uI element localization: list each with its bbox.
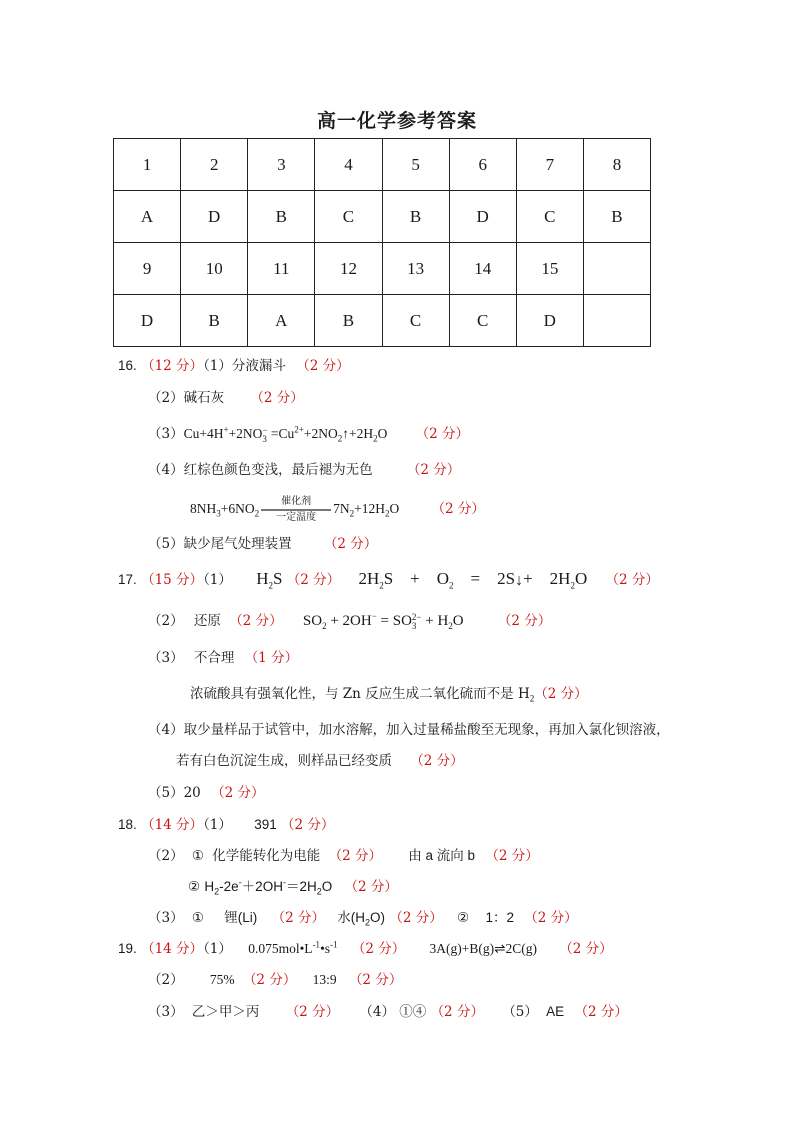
q17-p2-label: （2）: [148, 613, 184, 629]
eq-sub: 2: [365, 917, 371, 928]
q17-part2: [148, 611, 551, 631]
q16-p4-equation: [190, 496, 400, 523]
q18-p2-answer-a: 化学能转化为电能: [212, 848, 321, 864]
table-row: [114, 191, 651, 243]
eq-sup: 2−: [411, 611, 422, 622]
q19-p2-answer-a: 75%: [209, 972, 235, 987]
eq-text: O: [389, 501, 400, 517]
q17-part4-line1: [148, 720, 670, 740]
q17-p4-answer-line2: 若有白色沉淀生成，则样品已经变质: [176, 753, 392, 769]
table-cell: 2: [181, 139, 248, 191]
table-cell: D: [449, 191, 516, 243]
q18-p3-a-score: （2 分）: [271, 910, 325, 926]
q19-p2-label: （2）: [148, 972, 184, 988]
q18-p2-circle1: ①: [191, 848, 204, 864]
q17-p1-equation: [358, 569, 588, 591]
eq-sup: −: [262, 424, 268, 435]
q17-p4-score: （2 分）: [410, 753, 464, 769]
q18-part2: [148, 846, 539, 866]
eq-sub: 2: [373, 433, 378, 444]
eq-text: +12H: [354, 501, 385, 517]
q19-p5-answer: AE: [546, 1004, 565, 1019]
eq-sup: −: [371, 611, 377, 621]
q16-p1-answer: （1）分液漏斗: [203, 358, 286, 374]
q18-p1-score: （2 分）: [281, 817, 335, 833]
table-cell: 15: [516, 243, 583, 295]
eq-text: 水(H: [337, 910, 366, 925]
table-cell: 13: [382, 243, 449, 295]
q18-p2-circle2: ②: [188, 879, 201, 895]
q19-p1-label: （1）: [203, 941, 232, 957]
q17-part5: [148, 783, 264, 803]
eq-text: +2NO: [303, 426, 338, 441]
q16-p4-score: （2 分）: [406, 462, 461, 478]
eq-sub: 2: [214, 886, 220, 897]
q17-part1: [118, 569, 659, 590]
table-cell: D: [516, 295, 583, 347]
q17-p4-answer-line1: （4）取少量样品于试管中，加水溶解，加入过量稀盐酸至无现象，再加入氯化钡溶液，: [148, 722, 670, 738]
q18-p3-answer-b: [337, 910, 386, 928]
q17-score: （15 分）: [141, 572, 204, 588]
answer-table-body: [114, 139, 651, 347]
q16-p5-score: （2 分）: [323, 536, 378, 552]
q18-number: 18.: [118, 817, 137, 832]
q17-p3-reason-score: （2 分）: [534, 686, 588, 702]
q19-part2: [148, 970, 402, 990]
q19-p4-answer: ①④: [399, 1004, 427, 1020]
eq-text: ＋2OH: [241, 879, 283, 894]
table-cell: B: [583, 191, 650, 243]
table-cell: 3: [248, 139, 315, 191]
eq-text: 7N: [333, 501, 350, 517]
q18-part2-equation: [188, 877, 398, 897]
q18-p1-answer: 391: [254, 817, 277, 832]
q16-score: （12 分）: [141, 358, 204, 374]
eq-text: ↑+2H: [342, 426, 374, 441]
q16-part3: [148, 424, 469, 444]
q18-part1: [118, 815, 334, 835]
q18-p3-circle1: ①: [191, 910, 204, 926]
q16-part5: [148, 534, 377, 554]
q19-p2-b-score: （2 分）: [348, 972, 403, 988]
q16-p2-answer: （2）碱石灰: [148, 390, 225, 406]
eq-text: O: [377, 426, 388, 441]
q19-p2-a-score: （2 分）: [242, 972, 297, 988]
q16-p3-score: （2 分）: [415, 426, 470, 442]
eq-text: = 2S: [453, 569, 516, 588]
q19-number: 19.: [118, 941, 137, 956]
q16-number: 16.: [118, 358, 137, 373]
q18-p3-b-score: （2 分）: [389, 910, 443, 926]
table-cell: 1: [114, 139, 181, 191]
eq-text: H: [204, 879, 215, 894]
table-cell: B: [181, 295, 248, 347]
eq-sub: 2: [316, 886, 322, 897]
eq-sup: 2+: [294, 424, 304, 435]
q18-p1-label: （1）: [203, 817, 232, 833]
q16-p1-score: （2 分）: [296, 358, 350, 374]
table-cell: 9: [114, 243, 181, 295]
eq-sup: +: [223, 424, 229, 435]
q17-p1-answer: [256, 569, 283, 591]
q16-part4: [148, 460, 460, 480]
q17-number: 17.: [118, 572, 137, 587]
q18-p2-eq-score: （2 分）: [344, 879, 398, 895]
q16-p3-label: （3）: [148, 426, 184, 442]
table-cell: C: [449, 295, 516, 347]
eq-sub: 2: [570, 580, 575, 591]
q17-p1-eq-score: （2 分）: [605, 572, 659, 588]
condition-top: 催化剂: [281, 496, 312, 507]
q16-p3-equation: [183, 424, 388, 444]
eq-text: = SO: [376, 613, 412, 629]
table-cell: C: [516, 191, 583, 243]
eq-sub: 2: [349, 508, 355, 519]
table-cell: [583, 295, 650, 347]
eq-sub: 3: [216, 508, 221, 519]
table-cell: C: [382, 295, 449, 347]
q18-p3-answer-c: 1：2: [485, 910, 514, 925]
table-cell: A: [114, 191, 181, 243]
eq-text: + H: [421, 613, 449, 629]
eq-text: 8NH: [190, 501, 217, 517]
q18-p2-a-score: （2 分）: [328, 848, 382, 864]
q17-p2-eq-score: （2 分）: [497, 613, 552, 629]
q19-p4-label: （4）: [359, 1004, 395, 1020]
q18-p3-answer-a: 锂(Li): [224, 910, 258, 925]
q19-part3-5: [148, 1002, 628, 1022]
table-cell: 10: [181, 243, 248, 295]
q19-p5-score: （2 分）: [574, 1004, 628, 1020]
q17-part4-line2: [176, 751, 464, 771]
table-cell: B: [248, 191, 315, 243]
eq-text: + 2H: [523, 569, 571, 588]
table-cell: 5: [382, 139, 449, 191]
eq-text: ＝2H: [285, 879, 317, 894]
table-cell: C: [315, 191, 382, 243]
q17-p2-score: （2 分）: [229, 613, 283, 629]
eq-sub: 2: [322, 621, 327, 631]
page-title: 高一化学参考答案: [316, 110, 477, 132]
q18-p2-b-score: （2 分）: [485, 848, 539, 864]
eq-sub: 2: [337, 433, 343, 444]
q16-part4-equation: [190, 496, 485, 524]
q18-p3-label: （3）: [148, 910, 184, 926]
eq-text: 2H: [358, 569, 380, 588]
q18-p2-equation: [204, 877, 333, 897]
q19-p2-answer-b: 13:9: [312, 972, 337, 987]
q17-part3: [148, 648, 298, 668]
table-cell: B: [382, 191, 449, 243]
precipitate-arrow: ↓: [515, 572, 524, 589]
q17-p1-label: （1）: [203, 572, 232, 588]
eq-text: SO: [302, 613, 323, 629]
q18-p3-c-score: （2 分）: [524, 910, 578, 926]
condition-bottom: 一定温度: [276, 512, 317, 523]
q17-p3-label: （3）: [148, 650, 184, 666]
q18-score: （14 分）: [141, 817, 204, 833]
q16-part1: [118, 356, 350, 376]
q19-p1-answer-b: 3A(g)+B(g)⇌2C(g): [429, 941, 537, 956]
q18-p3-circle2: ②: [457, 910, 470, 926]
q17-p3-reason: [190, 686, 534, 702]
q19-p1-b-score: （2 分）: [559, 941, 613, 957]
eq-text: H: [256, 569, 269, 588]
eq-sup: -: [238, 877, 242, 888]
q17-p2-answer: 还原: [193, 613, 221, 629]
q17-p2-equation: [303, 613, 464, 629]
eq-text: O: [452, 613, 464, 629]
q17-p1-score: （2 分）: [286, 572, 341, 588]
q18-part3: [148, 908, 578, 928]
q19-p3-label: （3）: [148, 1004, 184, 1020]
eq-text: •s: [320, 941, 331, 956]
q19-part1: [118, 939, 613, 959]
q17-p5-score: （2 分）: [211, 785, 265, 801]
table-row: [114, 295, 651, 347]
q16-p4-eq-score: （2 分）: [431, 501, 485, 518]
reason-text: 浓硫酸具有强氧化性，与 Zn 反应生成二氧化硫而不是 H: [190, 686, 530, 702]
table-cell: 14: [449, 243, 516, 295]
q19-p3-answer: 乙＞甲＞丙: [191, 1004, 260, 1020]
q16-p2-score: （2 分）: [250, 390, 304, 406]
eq-text: O: [574, 569, 588, 588]
q18-p2-label: （2）: [148, 848, 184, 864]
table-cell: [583, 243, 650, 295]
q18-p2-answer-b: 由 a 流向 b: [408, 848, 476, 863]
table-cell: 12: [315, 243, 382, 295]
table-cell: D: [181, 191, 248, 243]
table-row: [114, 243, 651, 295]
eq-text: Cu+4H: [183, 426, 224, 441]
eq-text: 0.075mol•L: [248, 941, 313, 956]
q17-p3-score: （1 分）: [244, 650, 299, 666]
eq-text: + 2OH: [326, 613, 372, 629]
eq-text: S: [272, 569, 283, 588]
table-cell: 6: [449, 139, 516, 191]
eq-text: =Cu: [267, 426, 295, 441]
q19-p4-score: （2 分）: [430, 1004, 484, 1020]
reaction-condition: [261, 496, 331, 524]
eq-sub: 2: [385, 508, 390, 519]
eq-sub: 2: [448, 621, 453, 631]
eq-sub: 2: [379, 580, 384, 591]
reaction-bar: [261, 509, 331, 511]
eq-sub: 3: [411, 620, 417, 631]
q19-p1-a-score: （2 分）: [351, 941, 406, 957]
q19-score: （14 分）: [141, 941, 204, 957]
eq-text: +2NO: [228, 426, 263, 441]
eq-text: +6NO: [220, 501, 255, 517]
eq-sub: 3: [262, 433, 267, 444]
q17-part3-reason: [190, 684, 588, 704]
q16-part2: [148, 388, 304, 408]
eq-text: -2e: [219, 879, 239, 894]
eq-sup: -1: [330, 939, 338, 950]
table-cell: 8: [583, 139, 650, 191]
eq-sup: -: [282, 877, 286, 888]
q16-p5-answer: （5）缺少尾气处理装置: [148, 536, 292, 552]
q19-p1-answer-a: [248, 941, 337, 956]
table-cell: 7: [516, 139, 583, 191]
q16-p4-answer: （4）红棕色颜色变浅，最后褪为无色: [148, 462, 373, 478]
eq-sup: -1: [312, 939, 321, 950]
eq-sub: 2: [254, 508, 260, 519]
q17-p3-answer: 不合理: [193, 650, 235, 666]
eq-text: O: [321, 879, 333, 894]
eq-sub: 2: [529, 693, 535, 704]
eq-text: S + O: [383, 569, 450, 588]
table-cell: 11: [248, 243, 315, 295]
answer-table: [113, 138, 651, 347]
eq-text: O): [370, 910, 386, 925]
table-cell: D: [114, 295, 181, 347]
q17-p5-answer: （5）20: [148, 785, 201, 801]
table-cell: 4: [315, 139, 382, 191]
table-cell: B: [315, 295, 382, 347]
q19-p3-score: （2 分）: [285, 1004, 340, 1020]
eq-sub: 2: [268, 580, 273, 591]
q19-p5-label: （5）: [502, 1004, 538, 1020]
table-row: [114, 139, 651, 191]
eq-sub: 2: [449, 580, 454, 591]
table-cell: A: [248, 295, 315, 347]
